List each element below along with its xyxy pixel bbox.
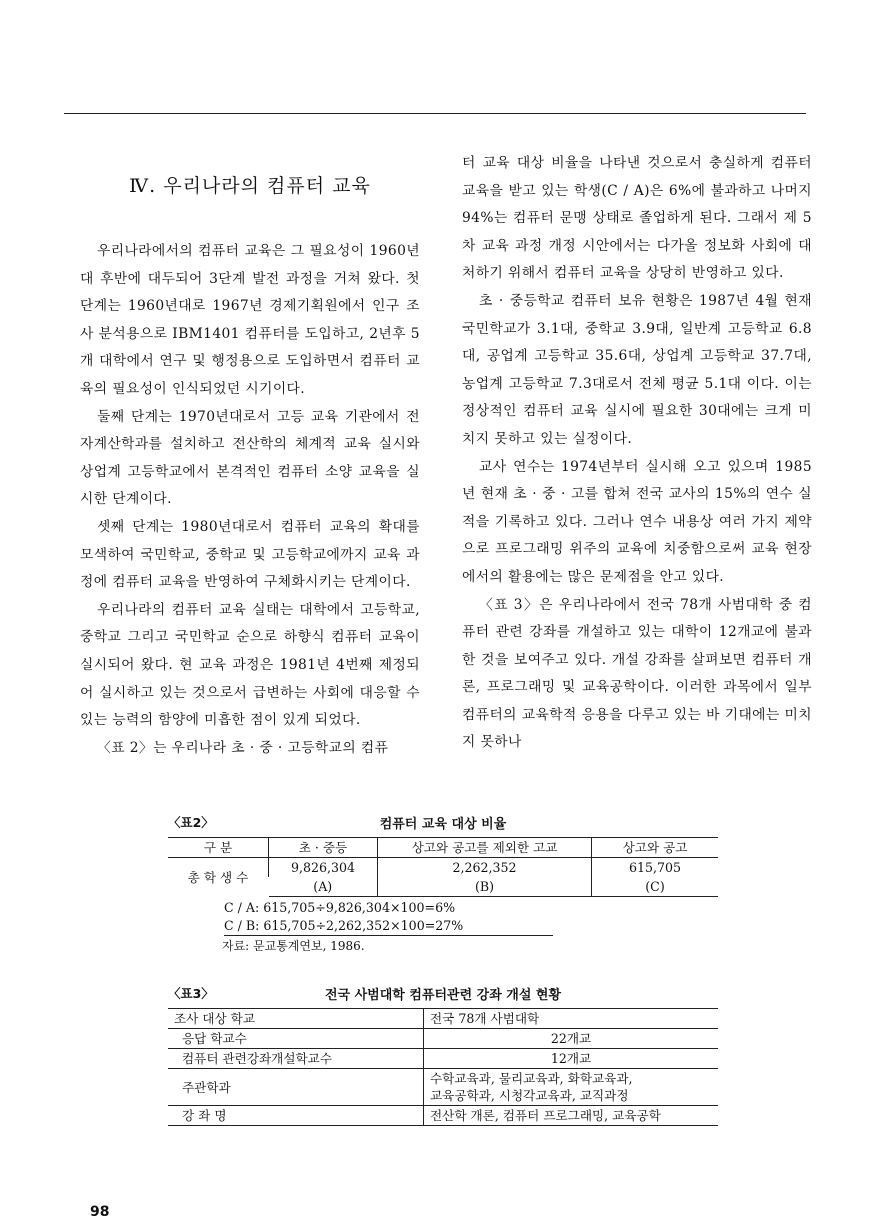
table-2-title: 컴퓨터 교육 대상 비율 [379, 817, 507, 832]
left-paragraph-4: 우리나라의 컴퓨터 교육 실태는 대학에서 고등학교, 중학교 그리고 국민학교 순으로 하향식 컴퓨터 교육이 실시되어 왔다. 현 교육 과정은 1981년 4번째 제정되어 실시하고 있는 것으로서 급변하는 사회에 대응할 수 있는 능력의 함양에 미흡한 점이 있게 되었다. [80, 601, 420, 729]
table-2-col-general-high: 상고와 공고를 제외한 고교 [378, 838, 592, 858]
table-3-value-line: 교육공학과, 시청각교육과, 교직과정 [430, 1088, 629, 1103]
header-rule [64, 113, 806, 114]
table-3 [168, 984, 718, 1126]
table-3-key: 강 좌 명 [168, 1106, 424, 1126]
table-2-formula-a: C / A: 615,705÷9,826,304×100=6% [224, 900, 456, 915]
table-3-value-line: 수학교육과, 물리교육과, 화학교육과, [430, 1071, 633, 1086]
table-3-key: 주관학과 [168, 1069, 424, 1106]
table-2-value-b: 2,262,352 [378, 858, 592, 878]
left-column [80, 150, 420, 762]
table-3-row [168, 1069, 718, 1106]
right-paragraph-2: 교사 연수는 1974년부터 실시해 오고 있으며 1985년 현재 초 · 중 · 고를 합쳐 전국 교사의 15%의 연수 실적을 기록하고 있다. 그러나 연수 내용상 여러 가지 제약으로 프로그래밍 위주의 교육에 치중함으로써 교육 현장에서의 활용에는 많은 문제점을 안고 있다. [462, 458, 812, 585]
table-3-label: 〈표3〉 [168, 986, 214, 1001]
table-2-label: 〈표2〉 [168, 815, 214, 830]
table-3-key: 응답 학교수 [168, 1029, 424, 1049]
left-paragraph-2: 둘째 단계는 1970년대로서 고등 교육 기관에서 전자계산학과를 설치하고 전산학의 체계적 교육 실시와 상업계 고등학교에서 본격적인 컴퓨터 소양 교육을 실시한 단계이다. [80, 408, 420, 508]
table-3-value: 전국 78개 사범대학 [424, 1009, 719, 1029]
table-2 [168, 813, 718, 956]
table-2-header-row [168, 838, 718, 858]
section-heading: Ⅳ. 우리나라의 컴퓨터 교육 [129, 175, 371, 197]
table-2-code-c: (C) [592, 877, 719, 897]
table-2-row-values [168, 858, 718, 878]
table-2-col-elem-mid: 초 · 중등 [269, 838, 378, 858]
table-2-col-vocational-high: 상고와 공고 [592, 838, 719, 858]
table-2-code-b: (B) [378, 877, 592, 897]
table-2-formula-b: C / B: 615,705÷2,262,352×100=27% [224, 917, 553, 936]
table-2-value-c: 615,705 [592, 858, 719, 878]
table-2-grid [168, 837, 718, 897]
table-3-row [168, 1049, 718, 1069]
left-paragraph-1: 우리나라에서의 컴퓨터 교육은 그 필요성이 1960년대 후반에 대두되어 3단계 발전 과정을 거쳐 왔다. 첫 단계는 1960년대로 1967년 경제기획원에서 인구 조사 분석용으로 IBM1401 컴퓨터를 도입하고, 2년후 5개 대학에서 연구 및 행정용으로 도입하면서 컴퓨터 교육의 필요성이 인식되었던 시기이다. [80, 243, 420, 397]
table-2-code-a: (A) [269, 877, 378, 897]
table-3-grid [168, 1008, 718, 1126]
right-column [462, 150, 812, 757]
table-3-row [168, 1009, 718, 1029]
table-3-key: 조사 대상 학교 [168, 1009, 424, 1029]
right-paragraph-continued: 터 교육 대상 비율을 나타낸 것으로서 충실하게 컴퓨터 교육을 받고 있는 학생(C / A)은 6%에 불과하고 나머지 94%는 컴퓨터 문맹 상태로 졸업하게 된다. 그래서 제 5차 교육 과정 개정 시안에서는 다가올 정보화 사회에 대처하기 위해서 컴퓨터 교육을 상당히 반영하고 있다. [462, 155, 812, 282]
left-paragraph-3: 셋째 단계는 1980년대로서 컴퓨터 교육의 확대를 모색하여 국민학교, 중학교 및 고등학교에까지 교육 과정에 컴퓨터 교육을 반영하여 구체화시키는 단계이다. [80, 518, 420, 591]
table-3-row [168, 1029, 718, 1049]
left-paragraph-5: 〈표 2〉는 우리나라 초 · 중 · 고등학교의 컴퓨 [97, 739, 389, 756]
right-paragraph-1: 초 · 중등학교 컴퓨터 보유 현황은 1987년 4월 현재 국민학교가 3.1대, 중학교 3.9대, 일반계 고등학교 6.8대, 공업계 고등학교 35.6대, 상업계 고등학교 37.7대, 농업계 고등학교 7.3대로서 전체 평균 5.1대 이다. 이는 정상적인 컴퓨터 교육 실시에 필요한 30대에는 크게 미치지 못하고 있는 실정이다. [462, 292, 812, 447]
table-3-header [168, 984, 718, 1004]
table-2-source: 자료: 문교통계연보, 1986. [222, 939, 365, 953]
table-3-value: 12개교 [424, 1049, 719, 1069]
page-number: 98 [90, 1204, 110, 1220]
table-2-col-category: 구 분 [168, 838, 269, 858]
table-2-value-a: 9,826,304 [269, 858, 378, 878]
table-2-row-label: 총 학 생 수 [187, 869, 249, 885]
table-2-notes [168, 899, 718, 936]
table-3-value: 전산학 개론, 컴퓨터 프로그래밍, 교육공학 [424, 1106, 719, 1126]
right-paragraph-3: 〈표 3〉은 우리나라에서 전국 78개 사범대학 중 컴퓨터 관련 강좌를 개설하고 있는 대학이 12개교에 불과한 것을 보여주고 있다. 개설 강좌를 살펴보면 컴퓨터 개론, 프로그래밍 및 교육공학이다. 이러한 과목에서 일부 컴퓨터의 교육학적 응용을 다루고 있는 바 기대에는 미치지 못하나 [462, 596, 812, 751]
table-3-value: 22개교 [424, 1029, 719, 1049]
table-3-title: 전국 사범대학 컴퓨터관련 강좌 개설 현황 [324, 988, 562, 1003]
table-2-header [168, 813, 718, 833]
table-3-value [424, 1069, 719, 1106]
table-3-key: 컴퓨터 관련강좌개설학교수 [168, 1049, 424, 1069]
table-3-row [168, 1106, 718, 1126]
